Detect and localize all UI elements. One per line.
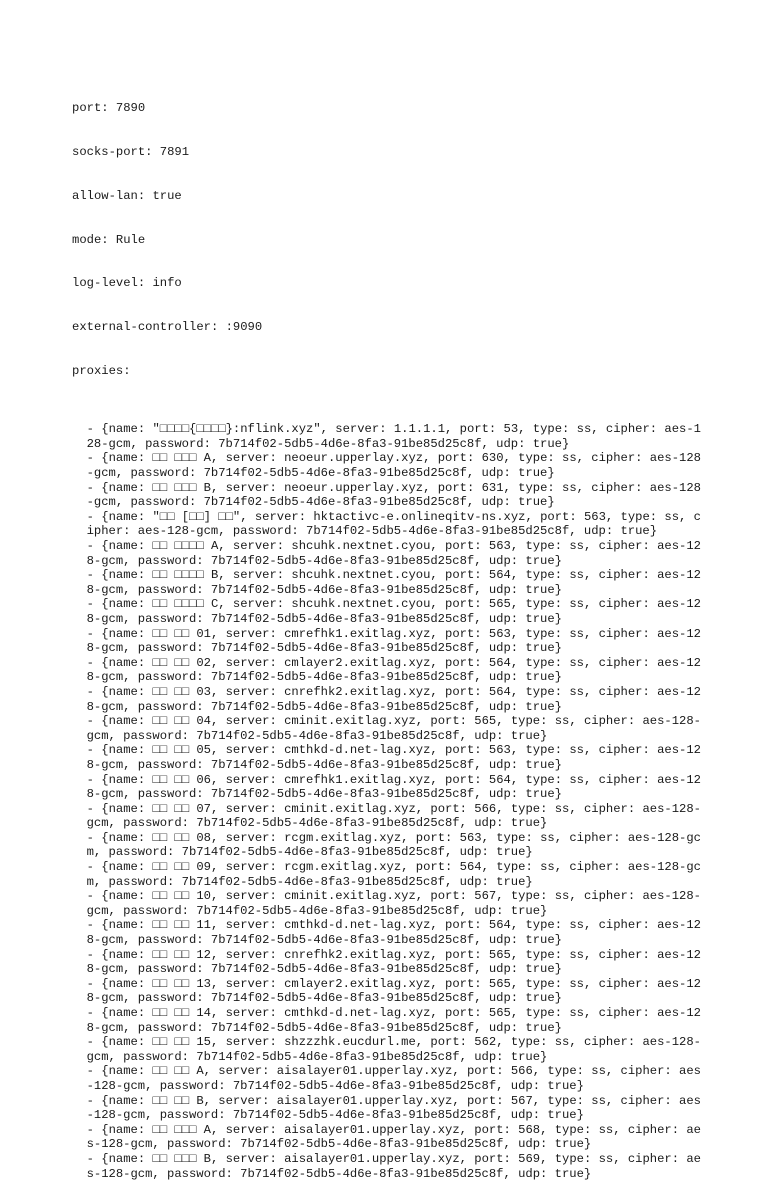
proxy-entry: - {name: □□ □□ 14, server: cmthkd-d.net-lag.xyz, port: 565, type: ss, cipher: aes-128-gcm, password: 7b714f02-5db5-4d6e-8fa3-91be85d25c8f, udp: true} (72, 1006, 701, 1035)
proxy-entry: - {name: □□ □□ 15, server: shzzzhk.eucdurl.me, port: 562, type: ss, cipher: aes-128-gcm, password: 7b714f02-5db5-4d6e-8fa3-91be85d25c8f, udp: true} (72, 1035, 701, 1064)
config-line-log-level: log-level: info (72, 276, 182, 291)
proxy-entry: - {name: "□□□□{□□□□}:nflink.xyz", server: 1.1.1.1, port: 53, type: ss, cipher: aes-128-gcm, password: 7b714f02-5db5-4d6e-8fa3-91be85d25c8f, udp: true} (72, 422, 701, 451)
proxy-entry: - {name: □□ □□ 02, server: cmlayer2.exitlag.xyz, port: 564, type: ss, cipher: aes-128-gcm, password: 7b714f02-5db5-4d6e-8fa3-91be85d25c8f, udp: true} (72, 655, 701, 685)
proxy-entry: - {name: □□ □□ 12, server: cnrefhk2.exitlag.xyz, port: 565, type: ss, cipher: aes-128-gcm, password: 7b714f02-5db5-4d6e-8fa3-91be85d25c8f, udp: true} (72, 947, 701, 977)
proxy-entry: - {name: □□ □□□ A, server: aisalayer01.upperlay.xyz, port: 568, type: ss, cipher: aes-128-gcm, password: 7b714f02-5db5-4d6e-8fa3-91be85d25c8f, udp: true} (72, 1122, 701, 1152)
config-line-proxies: proxies: (72, 363, 131, 378)
proxy-entry: - {name: □□ □□ 06, server: cmrefhk1.exitlag.xyz, port: 564, type: ss, cipher: aes-128-gcm, password: 7b714f02-5db5-4d6e-8fa3-91be85d25c8f, udp: true} (72, 772, 701, 802)
proxy-entry: - {name: □□ □□ 10, server: cminit.exitlag.xyz, port: 567, type: ss, cipher: aes-128-gcm, password: 7b714f02-5db5-4d6e-8fa3-91be85d25c8f, udp: true} (72, 889, 701, 918)
proxy-entry: - {name: □□ □□□ B, server: neoeur.upperlay.xyz, port: 631, type: ss, cipher: aes-128-gcm, password: 7b714f02-5db5-4d6e-8fa3-91be85d25c8f, udp: true} (72, 480, 701, 510)
config-line-external-controller: external-controller: :9090 (72, 320, 263, 335)
proxy-entry: - {name: □□ □□ 01, server: cmrefhk1.exitlag.xyz, port: 563, type: ss, cipher: aes-128-gcm, password: 7b714f02-5db5-4d6e-8fa3-91be85d25c8f, udp: true} (72, 626, 701, 656)
proxy-entry: - {name: □□ □□□ B, server: aisalayer01.upperlay.xyz, port: 569, type: ss, cipher: aes-128-gcm, password: 7b714f02-5db5-4d6e-8fa3-91be85d25c8f, udp: true} (72, 1151, 701, 1181)
proxy-entry: - {name: □□ □□ 11, server: cmthkd-d.net-lag.xyz, port: 564, type: ss, cipher: aes-128-gcm, password: 7b714f02-5db5-4d6e-8fa3-91be85d25c8f, udp: true} (72, 918, 701, 948)
proxy-entry: - {name: □□ □□ A, server: aisalayer01.upperlay.xyz, port: 566, type: ss, cipher: aes-128-gcm, password: 7b714f02-5db5-4d6e-8fa3-91be85d25c8f, udp: true} (72, 1064, 701, 1093)
proxy-entry: - {name: □□ □□□□ B, server: shcuhk.nextnet.cyou, port: 564, type: ss, cipher: aes-128-gcm, password: 7b714f02-5db5-4d6e-8fa3-91be85d25c8f, udp: true} (72, 568, 701, 597)
proxy-entry: - {name: □□ □□□ A, server: neoeur.upperlay.xyz, port: 630, type: ss, cipher: aes-128-gcm, password: 7b714f02-5db5-4d6e-8fa3-91be85d25c8f, udp: true} (72, 451, 701, 481)
proxy-entry: - {name: □□ □□ 03, server: cnrefhk2.exitlag.xyz, port: 564, type: ss, cipher: aes-128-gcm, password: 7b714f02-5db5-4d6e-8fa3-91be85d25c8f, udp: true} (72, 684, 701, 714)
proxy-entry: - {name: □□ □□ 13, server: cmlayer2.exitlag.xyz, port: 565, type: ss, cipher: aes-128-gcm, password: 7b714f02-5db5-4d6e-8fa3-91be85d25c8f, udp: true} (72, 976, 701, 1006)
config-document (72, 72, 702, 1196)
proxy-entry: - {name: □□ □□ 08, server: rcgm.exitlag.xyz, port: 563, type: ss, cipher: aes-128-gcm, password: 7b714f02-5db5-4d6e-8fa3-91be85d25c8f, udp: true} (72, 830, 701, 860)
config-line-port: port: 7890 (72, 101, 146, 116)
proxy-entry: - {name: □□ □□ 04, server: cminit.exitlag.xyz, port: 565, type: ss, cipher: aes-128-gcm, password: 7b714f02-5db5-4d6e-8fa3-91be85d25c8f, udp: true} (72, 714, 701, 743)
proxy-entry: - {name: □□ □□ 09, server: rcgm.exitlag.xyz, port: 564, type: ss, cipher: aes-128-gcm, password: 7b714f02-5db5-4d6e-8fa3-91be85d25c8f, udp: true} (72, 860, 701, 889)
config-line-mode: mode: Rule (72, 232, 146, 247)
config-line-socks-port: socks-port: 7891 (72, 144, 190, 159)
proxy-entry: - {name: □□ □□ 07, server: cminit.exitlag.xyz, port: 566, type: ss, cipher: aes-128-gcm, password: 7b714f02-5db5-4d6e-8fa3-91be85d25c8f, udp: true} (72, 801, 701, 831)
proxy-entry: - {name: □□ □□ B, server: aisalayer01.upperlay.xyz, port: 567, type: ss, cipher: aes-128-gcm, password: 7b714f02-5db5-4d6e-8fa3-91be85d25c8f, udp: true} (72, 1093, 701, 1123)
config-line-allow-lan: allow-lan: true (72, 188, 182, 203)
proxy-entry: - {name: □□ □□□□ C, server: shcuhk.nextnet.cyou, port: 565, type: ss, cipher: aes-128-gcm, password: 7b714f02-5db5-4d6e-8fa3-91be85d25c8f, udp: true} (72, 597, 701, 626)
proxy-entry: - {name: "□□ [□□] □□", server: hktactivc-e.onlineqitv-ns.xyz, port: 563, type: ss, cipher: aes-128-gcm, password: 7b714f02-5db5-4d6e-8fa3-91be85d25c8f, udp: true} (72, 509, 701, 539)
proxy-entry: - {name: □□ □□□□ A, server: shcuhk.nextnet.cyou, port: 563, type: ss, cipher: aes-128-gcm, password: 7b714f02-5db5-4d6e-8fa3-91be85d25c8f, udp: true} (72, 539, 701, 568)
proxy-entry: - {name: □□ □□ 05, server: cmthkd-d.net-lag.xyz, port: 563, type: ss, cipher: aes-128-gcm, password: 7b714f02-5db5-4d6e-8fa3-91be85d25c8f, udp: true} (72, 743, 701, 772)
proxy-list (72, 422, 702, 1181)
